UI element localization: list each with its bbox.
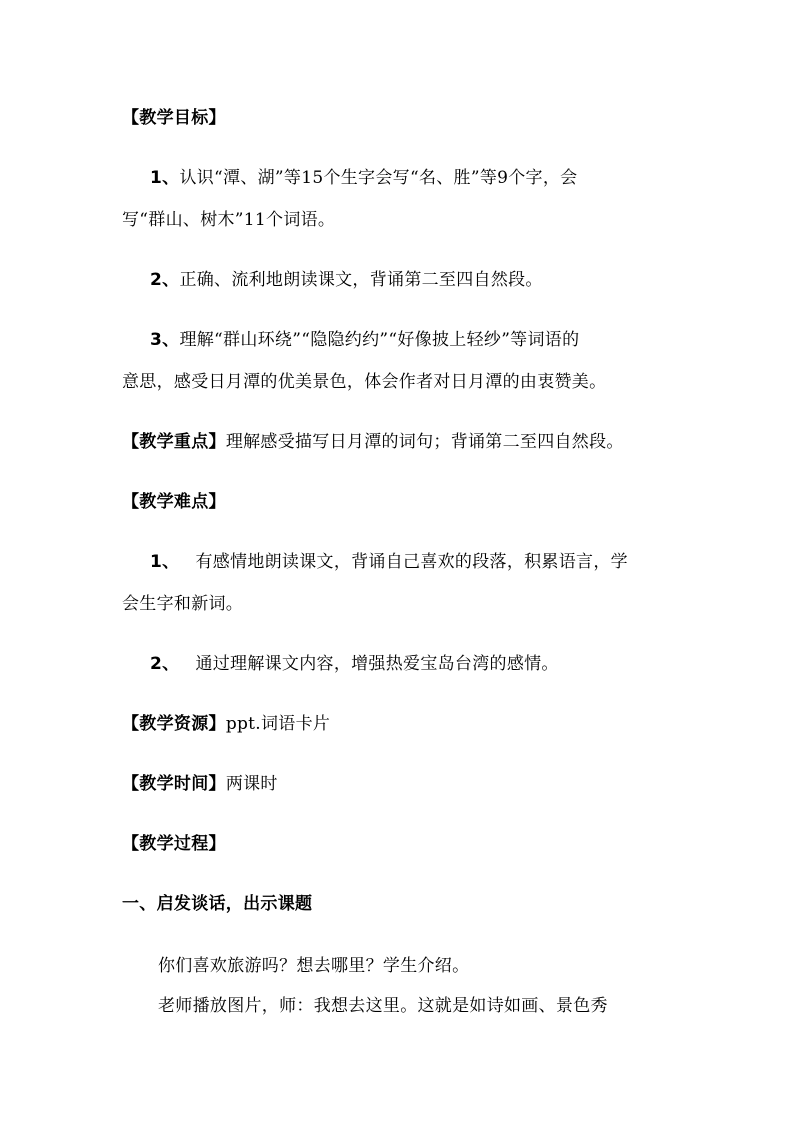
objective-3-line-2: 意思，感受日月潭的优美景色，体会作者对日月潭的由衷赞美。	[122, 372, 607, 392]
difficulty-item-1	[150, 552, 628, 572]
objective-item-3	[150, 330, 579, 350]
key-points-text: 理解感受描写日月潭的词句；背诵第二至四自然段。	[225, 432, 624, 452]
objective-1-number: 1、	[150, 168, 180, 188]
objective-1-line-1: 认识“潭、湖”等15个生字会写“名、胜”等9个字，会	[179, 168, 578, 188]
difficulty-item-2	[150, 654, 559, 674]
time-heading: 【教学时间】	[122, 774, 226, 794]
resources-heading: 【教学资源】	[122, 714, 226, 734]
difficulty-2-text: 通过理解课文内容，增强热爱宝岛台湾的感情。	[195, 654, 559, 674]
time-row	[122, 774, 278, 794]
objectives-heading: 【教学目标】	[122, 108, 226, 128]
difficulty-1-number: 1、	[150, 552, 180, 572]
key-points-heading: 【教学重点】	[122, 432, 226, 452]
objective-1-line-2: 写“群山、树木”11个词语。	[122, 210, 336, 230]
resources-row	[122, 714, 330, 734]
section-1-title: 一、启发谈话，出示课题	[122, 894, 313, 914]
objective-item-2	[150, 270, 543, 290]
difficulty-1-line-2: 会生字和新词。	[122, 594, 244, 614]
objective-2-number: 2、	[150, 270, 180, 290]
time-text: 两课时	[225, 774, 278, 794]
objective-item-1	[150, 168, 577, 188]
difficulty-1-line-1: 有感情地朗读课文，背诵自己喜欢的段落，积累语言，学	[195, 552, 628, 572]
difficulties-heading: 【教学难点】	[122, 492, 226, 512]
process-heading: 【教学过程】	[122, 834, 226, 854]
objective-3-line-1: 理解“群山环绕”“隐隐约约”“好像披上轻纱”等词语的	[179, 330, 580, 350]
difficulty-2-number: 2、	[150, 654, 180, 674]
objective-3-number: 3、	[150, 330, 180, 350]
key-points-row	[122, 432, 624, 452]
process-paragraph-1: 你们喜欢旅游吗？想去哪里？学生介绍。	[158, 956, 470, 976]
process-paragraph-2: 老师播放图片，师：我想去这里。这就是如诗如画、景色秀	[158, 996, 608, 1016]
resources-text: ppt.词语卡片	[225, 714, 331, 734]
objective-2-text: 正确、流利地朗读课文，背诵第二至四自然段。	[179, 270, 543, 290]
